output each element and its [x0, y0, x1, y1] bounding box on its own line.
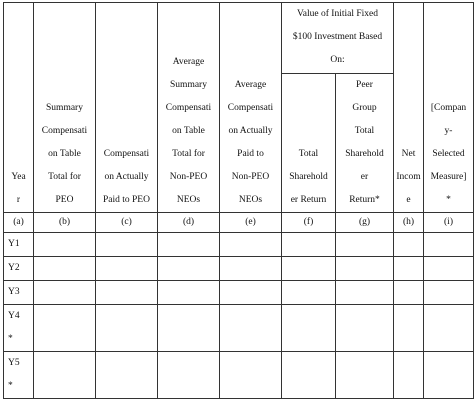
- data-cell: [34, 233, 96, 257]
- column-letter: (c): [96, 213, 158, 233]
- col-header-sct-total-peo: Summary Compensati on Table Total for PEO: [34, 3, 96, 213]
- data-cell: [220, 305, 282, 352]
- data-cell: [282, 305, 336, 352]
- data-cell: [96, 233, 158, 257]
- data-cell: [158, 257, 220, 281]
- year-cell: Y1: [4, 233, 34, 257]
- data-cell: [158, 352, 220, 399]
- column-letter: (e): [220, 213, 282, 233]
- data-cell: [336, 352, 394, 399]
- col-header-tsr: Total Sharehold er Return: [282, 74, 336, 213]
- data-cell: [282, 233, 336, 257]
- year-cell: Y2: [4, 257, 34, 281]
- table-row: [4, 305, 474, 352]
- data-cell: [34, 352, 96, 399]
- table-row: [4, 281, 474, 305]
- table-row: [4, 352, 474, 399]
- data-cell: [158, 281, 220, 305]
- column-letter: (h): [394, 213, 424, 233]
- year-cell: Y5 *: [4, 352, 34, 399]
- column-letter: (a): [4, 213, 34, 233]
- data-cell: [336, 233, 394, 257]
- col-header-net-income: Net Incom e: [394, 3, 424, 213]
- header-row-1: [4, 3, 474, 74]
- data-cell: [394, 352, 424, 399]
- data-cell: [424, 305, 474, 352]
- data-cell: [96, 352, 158, 399]
- data-cell: [96, 305, 158, 352]
- data-cell: [34, 257, 96, 281]
- data-cell: [282, 257, 336, 281]
- column-letter: (i): [424, 213, 474, 233]
- data-cell: [394, 233, 424, 257]
- table-row: [4, 233, 474, 257]
- data-cell: [394, 281, 424, 305]
- data-cell: [96, 257, 158, 281]
- col-header-company-measure: [Compan y- Selected Measure] *: [424, 3, 474, 213]
- column-letter: (g): [336, 213, 394, 233]
- data-cell: [424, 233, 474, 257]
- group-header-investment-value: Value of Initial Fixed $100 Investment Based On:: [282, 3, 394, 74]
- data-cell: [220, 257, 282, 281]
- data-cell: [424, 352, 474, 399]
- data-cell: [336, 257, 394, 281]
- col-header-year: Yea r: [4, 3, 34, 213]
- column-letter: (d): [158, 213, 220, 233]
- table-row: [4, 257, 474, 281]
- data-cell: [220, 352, 282, 399]
- data-cell: [158, 305, 220, 352]
- data-cell: [282, 281, 336, 305]
- data-cell: [424, 281, 474, 305]
- data-cell: [34, 305, 96, 352]
- col-header-avg-cap-neo: Average Compensati on Actually Paid to Non-PEO NEOs: [220, 3, 282, 213]
- data-cell: [34, 281, 96, 305]
- column-letter: (b): [34, 213, 96, 233]
- column-letter-row: [4, 213, 474, 233]
- data-cell: [394, 257, 424, 281]
- data-cell: [158, 233, 220, 257]
- data-cell: [96, 281, 158, 305]
- data-cell: [336, 305, 394, 352]
- column-letter: (f): [282, 213, 336, 233]
- data-cell: [282, 352, 336, 399]
- data-cell: [424, 257, 474, 281]
- pay-versus-performance-table: [3, 2, 474, 399]
- data-cell: [394, 305, 424, 352]
- data-cell: [220, 281, 282, 305]
- year-cell: Y3: [4, 281, 34, 305]
- col-header-peer-tsr: Peer Group Total Sharehold er Return*: [336, 74, 394, 213]
- col-header-cap-peo: Compensati on Actually Paid to PEO: [96, 3, 158, 213]
- col-header-avg-sct-neo: Average Summary Compensati on Table Total for Non-PEO NEOs: [158, 3, 220, 213]
- data-cell: [336, 281, 394, 305]
- year-cell: Y4 *: [4, 305, 34, 352]
- data-cell: [220, 233, 282, 257]
